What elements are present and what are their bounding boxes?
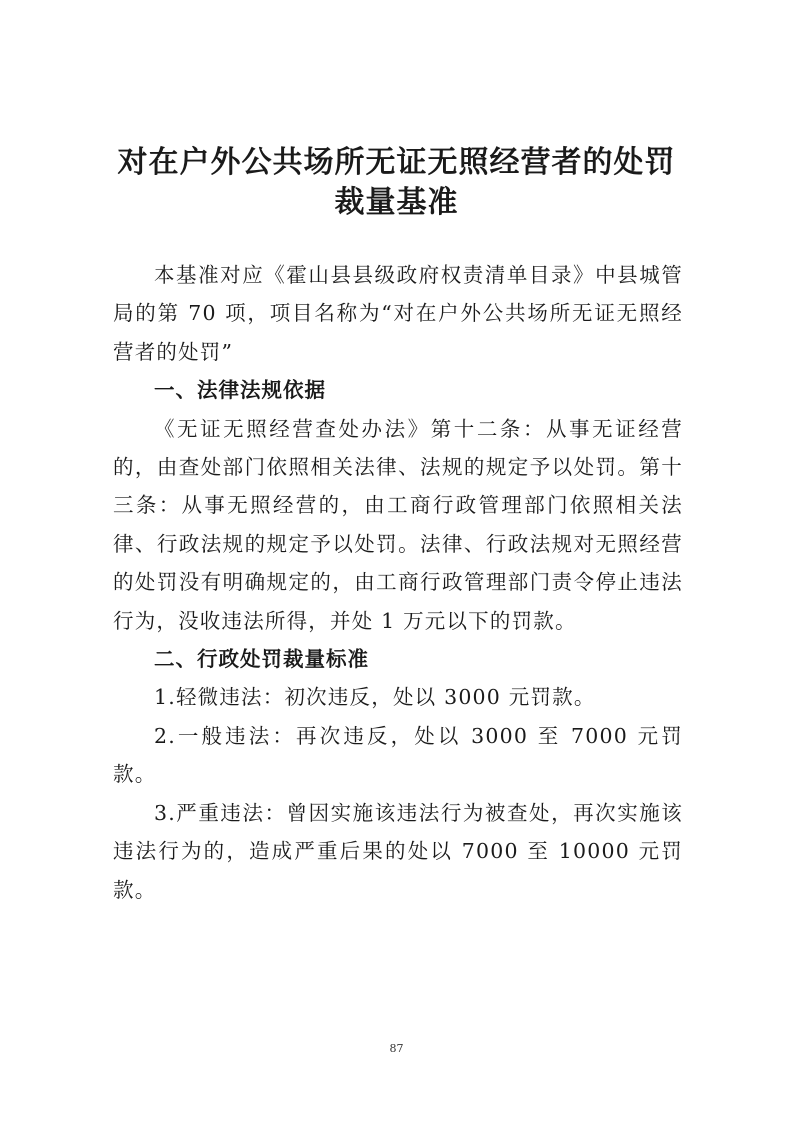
document-title-line2: 裁量基准 [334, 185, 459, 220]
page-number: 87 [389, 1042, 404, 1055]
document-body [113, 256, 683, 909]
section1-heading: 一、法律法规依据 [154, 378, 326, 403]
section2-heading: 二、行政处罚裁量标准 [154, 647, 369, 672]
intro-paragraph: 本基准对应《霍山县县级政府权责清单目录》中县城管局的第 70 项，项目名称为“对在户外公共场所无证无照经营者的处罚” [113, 263, 683, 364]
penalty-item-serious: 3.严重违法：曾因实施该违法行为被查处，再次实施该违法行为的，造成严重后果的处以 7000 至 10000 元罚款。 [113, 800, 683, 902]
penalty-item-general: 2.一般违法：再次违反，处以 3000 至 7000 元罚款。 [113, 723, 683, 787]
penalty-item-minor: 1.轻微违法：初次违反，处以 3000 元罚款。 [154, 685, 596, 710]
section1-paragraph: 《无证无照经营查处办法》第十二条：从事无证经营的，由查处部门依照相关法律、法规的规定予以处罚。第十三条：从事无照经营的，由工商行政管理部门依照相关法律、行政法规的规定予以处罚。法律、行政法规对无照经营的处罚没有明确规定的，由工商行政管理部门责令停止违法行为，没收违法所得，并处 1 万元以下的罚款。 [113, 416, 683, 633]
document-title-line1: 对在户外公共场所无证无照经营者的处罚 [117, 145, 676, 180]
